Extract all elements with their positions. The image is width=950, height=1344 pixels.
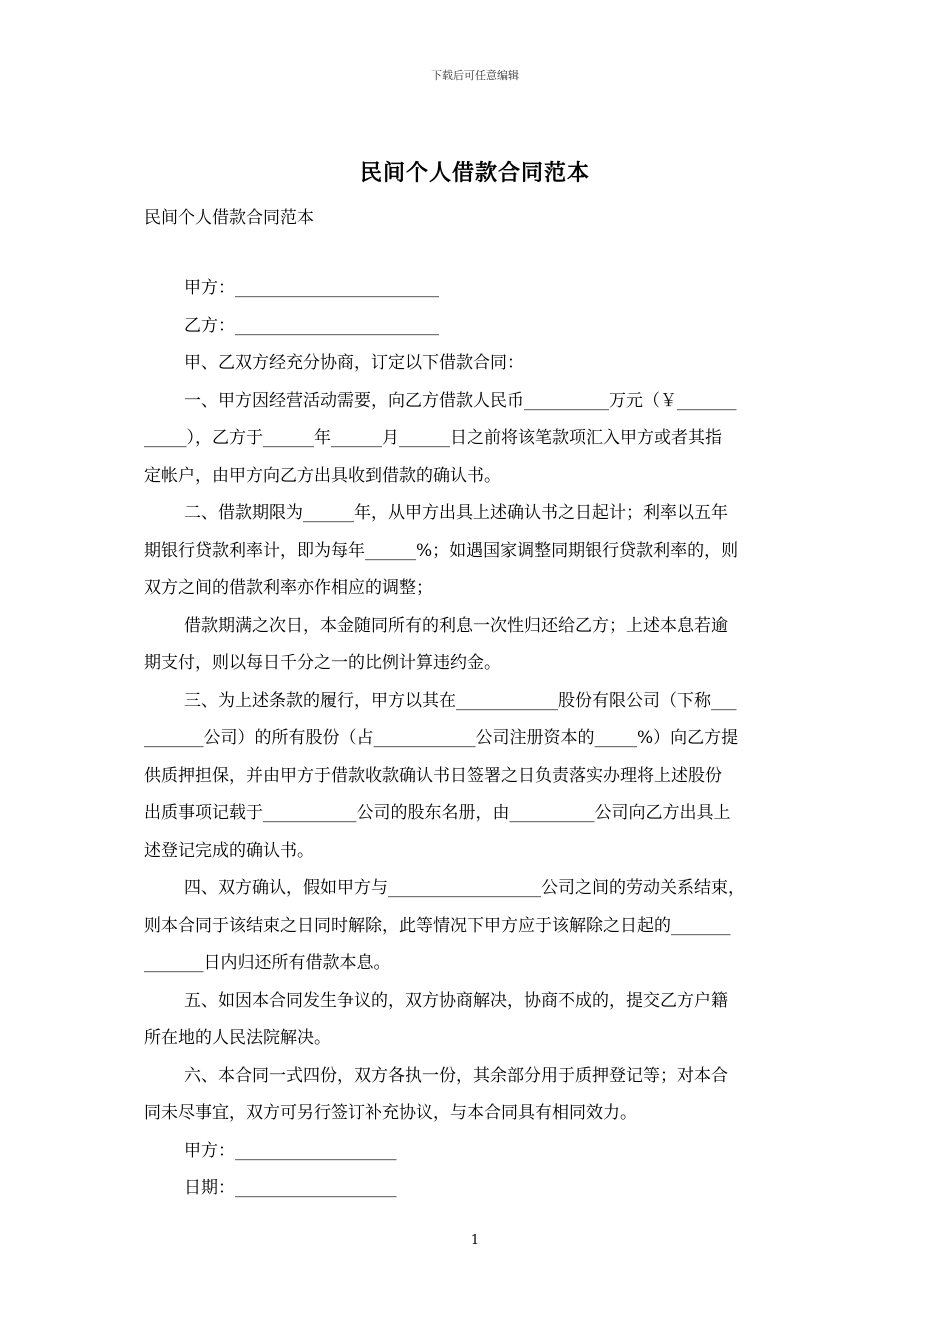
text-line: 期支付，则以每日千分之一的比例计算违约金。 [144,653,501,673]
text-line: 借款期满之次日，本金随同所有的利息一次性归还给乙方；上述本息若逾 [184,615,728,636]
page-header: 下载后可任意编辑 [431,69,519,82]
text-line: 三、为上述条款的履行，甲方以其在____________股份有限公司（下称___ [184,690,737,711]
text-line: 甲、乙双方经充分协商，订定以下借款合同： [184,353,524,373]
text-line: _______公司）的所有股份（占____________公司注册资本的_____%）向乙方提 [144,728,739,748]
text-line: 五、如因本合同发生争议的，双方协商解决，协商不成的，提交乙方户籍 [184,990,728,1011]
party-b-line: 乙方：________________________ [184,315,439,336]
text-line: 双方之间的借款利率亦作相应的调整； [144,578,433,598]
text-line: 供质押担保，并由甲方于借款收款确认书日签署之日负责落实办理将上述股份 [144,765,722,786]
text-line: 四、双方确认，假如甲方与__________________公司之间的劳动关系结束， [184,878,745,898]
text-line: 则本合同于该结束之日同时解除，此等情况下甲方应于该解除之日起的_______ [144,915,731,936]
text-line: 一、甲方因经营活动需要，向乙方借款人民币__________万元（￥_______ [184,390,737,411]
text-line: 期银行贷款利率计，即为每年______%；如遇国家调整同期银行贷款利率的，则 [144,540,739,561]
text-line: _____），乙方于______年______月______日之前将该笔款项汇入甲方或者其指 [144,428,722,448]
text-line: 六、本合同一式四份，双方各执一份，其余部分用于质押登记等；对本合 [184,1065,728,1086]
text-line: _______日内归还所有借款本息。 [144,953,391,973]
text-line: 出质事项记载于___________公司的股东名册，由__________公司向乙方出具上 [144,803,731,823]
document-subtitle: 民间个人借款合同范本 [144,208,314,228]
signature-party-a-line: 甲方：___________________ [184,1140,397,1161]
text-line: 同未尽事宜，双方可另行签订补充协议，与本合同具有相同效力。 [144,1103,637,1123]
text-line: 定帐户，由甲方向乙方出具收到借款的确认书。 [144,465,501,486]
document-title: 民间个人借款合同范本 [359,160,590,186]
signature-date-line: 日期：___________________ [184,1178,397,1198]
text-line: 二、借款期限为______年，从甲方出具上述确认书之日起计；利率以五年 [184,503,728,523]
text-line: 所在地的人民法院解决。 [144,1028,331,1048]
contract-body [144,270,808,1208]
page-number: 1 [470,1233,480,1248]
text-line: 述登记完成的确认书。 [144,840,314,861]
party-a-line: 甲方：________________________ [184,278,439,298]
